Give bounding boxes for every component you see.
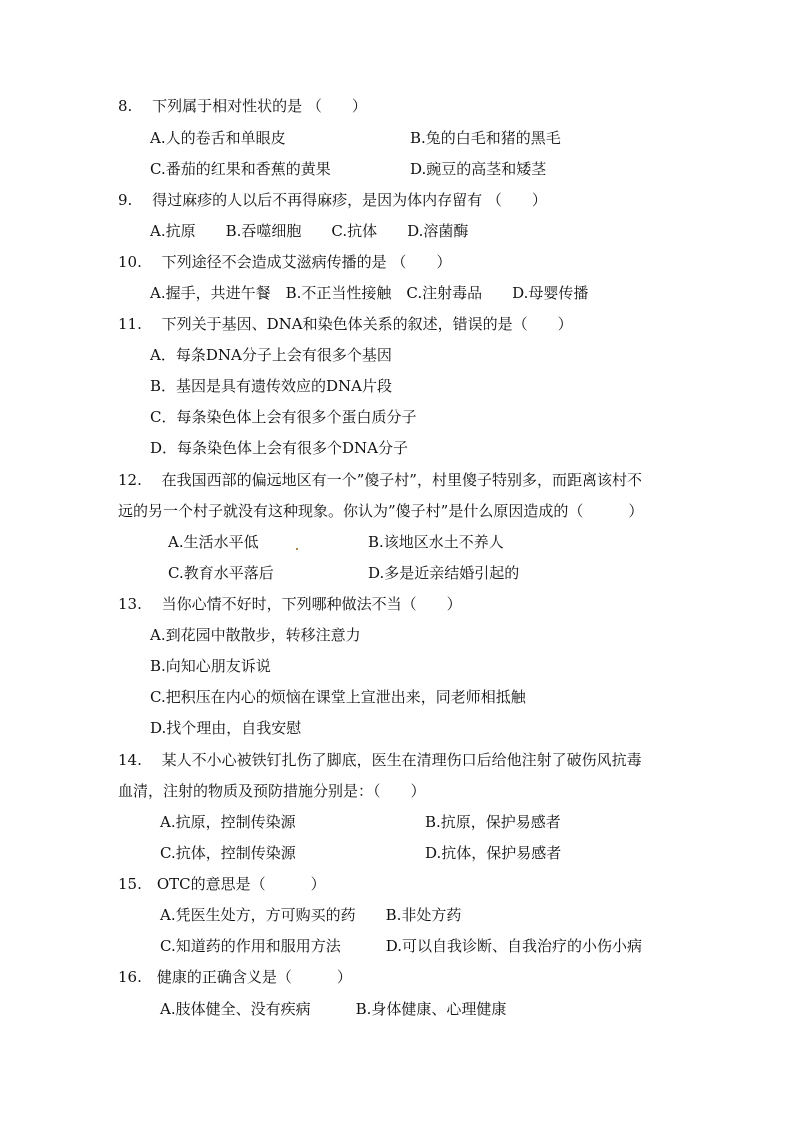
question-10-stem: 10. 下列途径不会造成艾滋病传播的是 （ ） <box>118 253 452 271</box>
question-12-option-b: B.该地区水土不养人 <box>368 533 504 551</box>
question-15-options-cd: C.知道药的作用和服用方法 D.可以自我诊断、自我治疗的小伤小病 <box>160 937 642 955</box>
question-8-option-d: D.豌豆的高茎和矮茎 <box>410 160 547 178</box>
question-8-option-c: C.番茄的红果和香蕉的黄果 <box>150 160 331 178</box>
question-8-option-a: A.人的卷舌和单眼皮 <box>150 129 286 147</box>
question-16-stem: 16. 健康的正确含义是（ ） <box>118 968 352 986</box>
question-12-option-a: A.生活水平低 <box>168 533 259 551</box>
question-12-option-d: D.多是近亲结婚引起的 <box>368 564 520 582</box>
question-11-option-a: A．每条DNA分子上会有很多个基因 <box>150 346 392 364</box>
question-13-option-d: D.找个理由，自我安慰 <box>150 719 302 737</box>
question-12-stem: 12. 在我国西部的偏远地区有一个”傻子村”，村里傻子特别多，而距离该村不 <box>118 471 642 489</box>
question-14-option-c: C.抗体，控制传染源 <box>160 844 296 862</box>
question-12-stem-continued: 远的另一个村子就没有这种现象。你认为”傻子村”是什么原因造成的（ ） <box>118 502 644 520</box>
question-9-stem: 9. 得过麻疹的人以后不再得麻疹，是因为体内存留有 （ ） <box>118 191 547 209</box>
question-14-stem-continued: 血清，注射的物质及预防措施分别是：（ ） <box>118 782 426 800</box>
question-13-stem: 13. 当你心情不好时，下列哪种做法不当（ ） <box>118 595 462 613</box>
question-11-option-b: B．基因是具有遗传效应的DNA片段 <box>150 377 393 395</box>
question-15-stem: 15. OTC的意思是（ ） <box>118 875 326 893</box>
question-14-option-d: D.抗体，保护易感者 <box>425 844 562 862</box>
question-13-option-c: C.把积压在内心的烦恼在课堂上宣泄出来，同老师相抵触 <box>150 688 526 706</box>
question-16-options: A.肢体健全、没有疾病 B.身体健康、心理健康 <box>160 1000 507 1018</box>
question-13-option-b: B.向知心朋友诉说 <box>150 657 271 675</box>
question-14-option-b: B.抗原，保护易感者 <box>425 813 561 831</box>
question-14-stem: 14. 某人不小心被铁钉扎伤了脚底，医生在清理伤口后给他注射了破伤风抗毒 <box>118 751 642 769</box>
question-8-stem: 8. 下列属于相对性状的是 （ ） <box>118 97 367 115</box>
question-11-option-c: C．每条染色体上会有很多个蛋白质分子 <box>150 408 417 426</box>
question-12-option-c: C.教育水平落后 <box>168 564 274 582</box>
question-9-options: A.抗原 B.吞噬细胞 C.抗体 D.溶菌酶 <box>150 222 469 240</box>
question-10-options: A.握手，共进午餐 B.不正当性接触 C.注射毒品 D.母婴传播 <box>150 284 589 302</box>
question-14-option-a: A.抗原，控制传染源 <box>160 813 296 831</box>
question-11-stem: 11. 下列关于基因、DNA和染色体关系的叙述，错误的是（ ） <box>118 315 573 333</box>
stray-dot <box>296 548 298 550</box>
question-13-option-a: A.到花园中散散步，转移注意力 <box>150 626 361 644</box>
question-15-options-ab: A.凭医生处方，方可购买的药 B.非处方药 <box>160 906 462 924</box>
question-8-option-b: B.兔的白毛和猪的黑毛 <box>410 129 561 147</box>
question-11-option-d: D．每条染色体上会有很多个DNA分子 <box>150 439 409 457</box>
